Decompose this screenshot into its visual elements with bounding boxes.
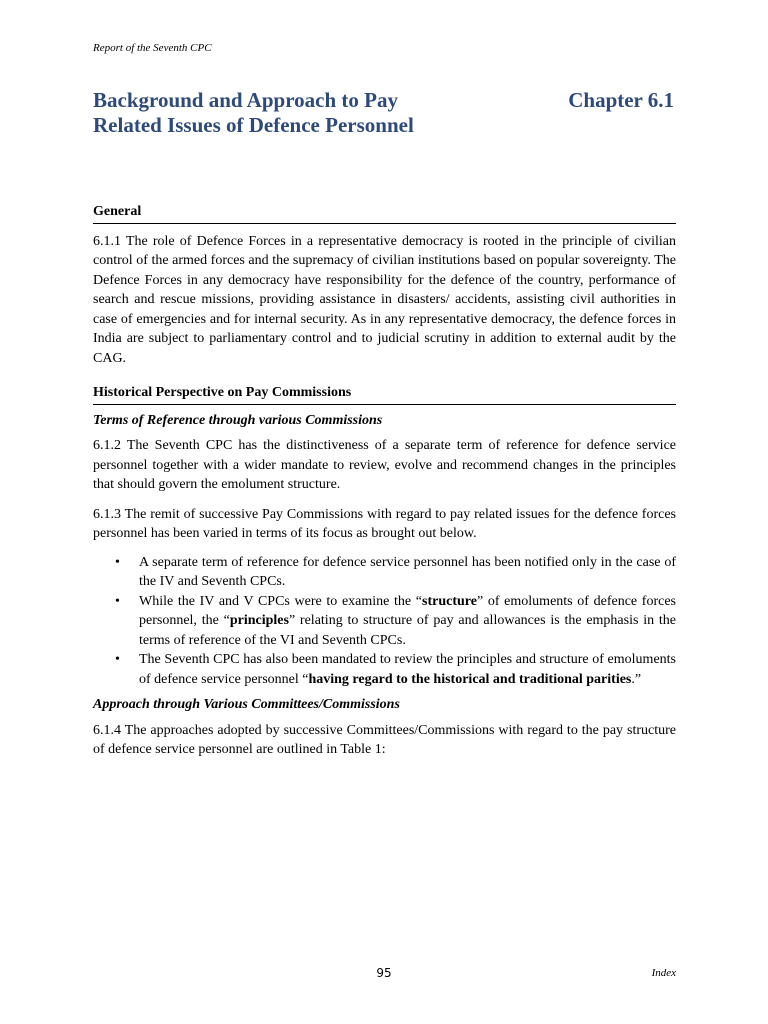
bullet-text: .” <box>631 671 642 687</box>
bullet-emphasis: having regard to the historical and traditional parities <box>308 671 632 687</box>
bullet-text: ” of emoluments of defence forces personnel, the “ <box>139 593 676 628</box>
bullet-list <box>93 553 676 690</box>
paragraph-6-1-3: 6.1.3 The remit of successive Pay Commissions with regard to pay related issues for the defence forces personnel has been varied in terms of its focus as brought out below. <box>93 506 676 541</box>
bullet-text: While the IV and V CPCs were to examine the “ <box>139 593 423 609</box>
page-number: 95 <box>376 966 392 980</box>
paragraph-6-1-1: 6.1.1 The role of Defence Forces in a representative democracy is rooted in the principle of civilian control of the armed forces and the supremacy of civilian institutions based on popular sovereignty. The Defence Forces in any democracy have responsibility for the defence of the country, performance of search and rescue missions, providing assistance in disasters/ accidents, assisting civil authorities in case of emergencies and for internal security. As in any representative democracy, the defence forces in India are subject to parliamentary control and to judicial scrutiny in addition to external audit by the CAG. <box>93 233 676 366</box>
index-link[interactable]: Index <box>651 967 676 979</box>
bullet-emphasis: structure <box>422 593 477 609</box>
running-head: Report of the Seventh CPC <box>93 42 212 54</box>
title-line-2: Related Issues of Defence Personnel <box>93 113 414 137</box>
subheading-terms-of-reference: Terms of Reference through various Commissions <box>93 412 383 428</box>
section-heading-historical: Historical Perspective on Pay Commissions <box>93 383 676 405</box>
bullet-icon: • <box>115 652 120 667</box>
list-item <box>115 592 676 651</box>
paragraph-6-1-2: 6.1.2 The Seventh CPC has the distinctiveness of a separate term of reference for defence service personnel together with a wider mandate to review, evolve and recommend changes in the principles that should govern the emolument structure. <box>93 438 676 492</box>
bullet-text: ” relating to structure of pay and allowances is the emphasis in the terms of reference of the VI and Seventh CPCs. <box>139 613 676 648</box>
subheading-approach: Approach through Various Committees/Commissions <box>93 697 400 712</box>
bullet-text: A separate term of reference for defence service personnel has been notified only in the case of the IV and Seventh CPCs. <box>139 554 676 589</box>
list-item <box>115 553 676 592</box>
chapter-number: Chapter 6.1 <box>568 88 674 112</box>
section-heading-general: General <box>93 202 676 224</box>
bullet-icon: • <box>115 593 120 609</box>
chapter-title <box>93 88 677 138</box>
bullet-icon: • <box>115 554 120 570</box>
list-item <box>115 650 676 689</box>
bullet-text: The Seventh CPC has also been mandated to review the principles and structure of emoluments of defence service personnel “ <box>139 652 676 687</box>
page-content <box>93 202 676 760</box>
bullet-emphasis: principles <box>229 613 289 628</box>
paragraph-6-1-4: 6.1.4 The approaches adopted by successive Committees/Commissions with regard to the pay structure of defence service personnel are outlined in Table 1: <box>93 722 676 757</box>
title-line-1: Background and Approach to Pay <box>93 88 398 112</box>
